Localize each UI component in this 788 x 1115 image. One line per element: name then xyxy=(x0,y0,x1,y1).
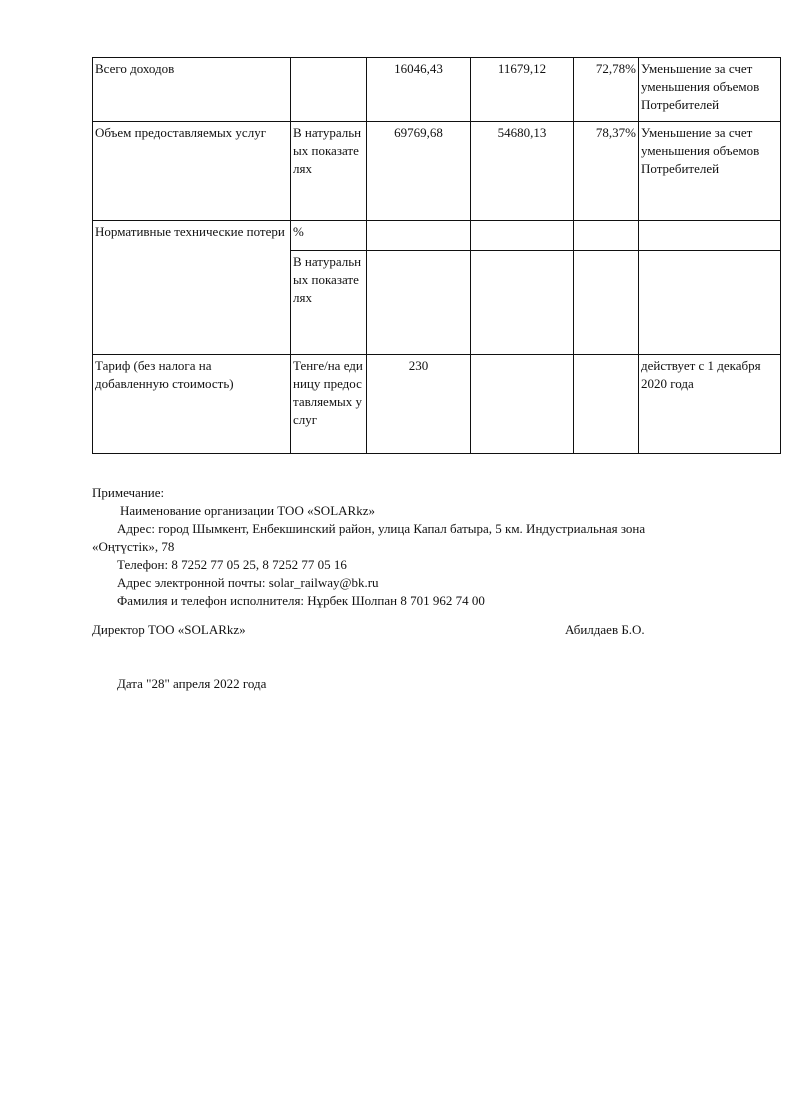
percent-cell: 78,37% xyxy=(574,122,639,221)
notes-heading: Примечание: xyxy=(92,485,165,500)
table-row xyxy=(93,58,781,122)
fact-cell: 11679,12 xyxy=(471,58,574,122)
address-line-continued: «Оңтүстік», 78 xyxy=(92,539,175,554)
plan-cell: 230 xyxy=(367,355,471,454)
director-name: Абилдаев Б.О. xyxy=(565,622,645,637)
executor: Фамилия и телефон исполнителя: Нұрбек Шолпан 8 701 962 74 00 xyxy=(117,593,485,608)
notes-section xyxy=(92,484,732,610)
fact-cell xyxy=(471,251,574,355)
note-cell xyxy=(639,221,781,251)
report-table xyxy=(92,57,781,454)
note-cell: Уменьшение за счет уменьшения объемов Потребителей xyxy=(639,122,781,221)
phone: Телефон: 8 7252 77 05 25, 8 7252 77 05 16 xyxy=(117,557,347,572)
email[interactable]: Адрес электронной почты: solar_railway@bk.ru xyxy=(117,575,379,590)
unit-cell: Тенге/на единицу предоставляемых услуг xyxy=(291,355,367,454)
percent-cell: 72,78% xyxy=(574,58,639,122)
table-row xyxy=(93,221,781,251)
indicator-cell: Нормативные технические потери xyxy=(93,221,291,355)
table-row xyxy=(93,122,781,221)
table-row xyxy=(93,355,781,454)
plan-cell: 69769,68 xyxy=(367,122,471,221)
note-cell: действует с 1 декабря 2020 года xyxy=(639,355,781,454)
plan-cell: 16046,43 xyxy=(367,58,471,122)
director-title: Директор ТОО «SOLARkz» xyxy=(92,622,246,637)
note-cell xyxy=(639,251,781,355)
percent-cell xyxy=(574,355,639,454)
unit-cell xyxy=(291,58,367,122)
indicator-cell: Всего доходов xyxy=(93,58,291,122)
percent-cell xyxy=(574,221,639,251)
fact-cell xyxy=(471,221,574,251)
unit-cell: В натуральных показателях xyxy=(291,122,367,221)
unit-cell: % xyxy=(291,221,367,251)
plan-cell xyxy=(367,221,471,251)
fact-cell: 54680,13 xyxy=(471,122,574,221)
indicator-cell: Объем предоставляемых услуг xyxy=(93,122,291,221)
fact-cell xyxy=(471,355,574,454)
document-date: Дата "28" апреля 2022 года xyxy=(117,676,267,691)
unit-cell: В натуральных показателях xyxy=(291,251,367,355)
plan-cell xyxy=(367,251,471,355)
org-name: Наименование организации ТОО «SOLARkz» xyxy=(120,503,375,518)
note-cell: Уменьшение за счет уменьшения объемов Потребителей xyxy=(639,58,781,122)
indicator-cell: Тариф (без налога на добавленную стоимость) xyxy=(93,355,291,454)
address-line: Адрес: город Шымкент, Енбекшинский район, улица Капал батыра, 5 км. Индустриальная зона xyxy=(117,521,646,536)
percent-cell xyxy=(574,251,639,355)
